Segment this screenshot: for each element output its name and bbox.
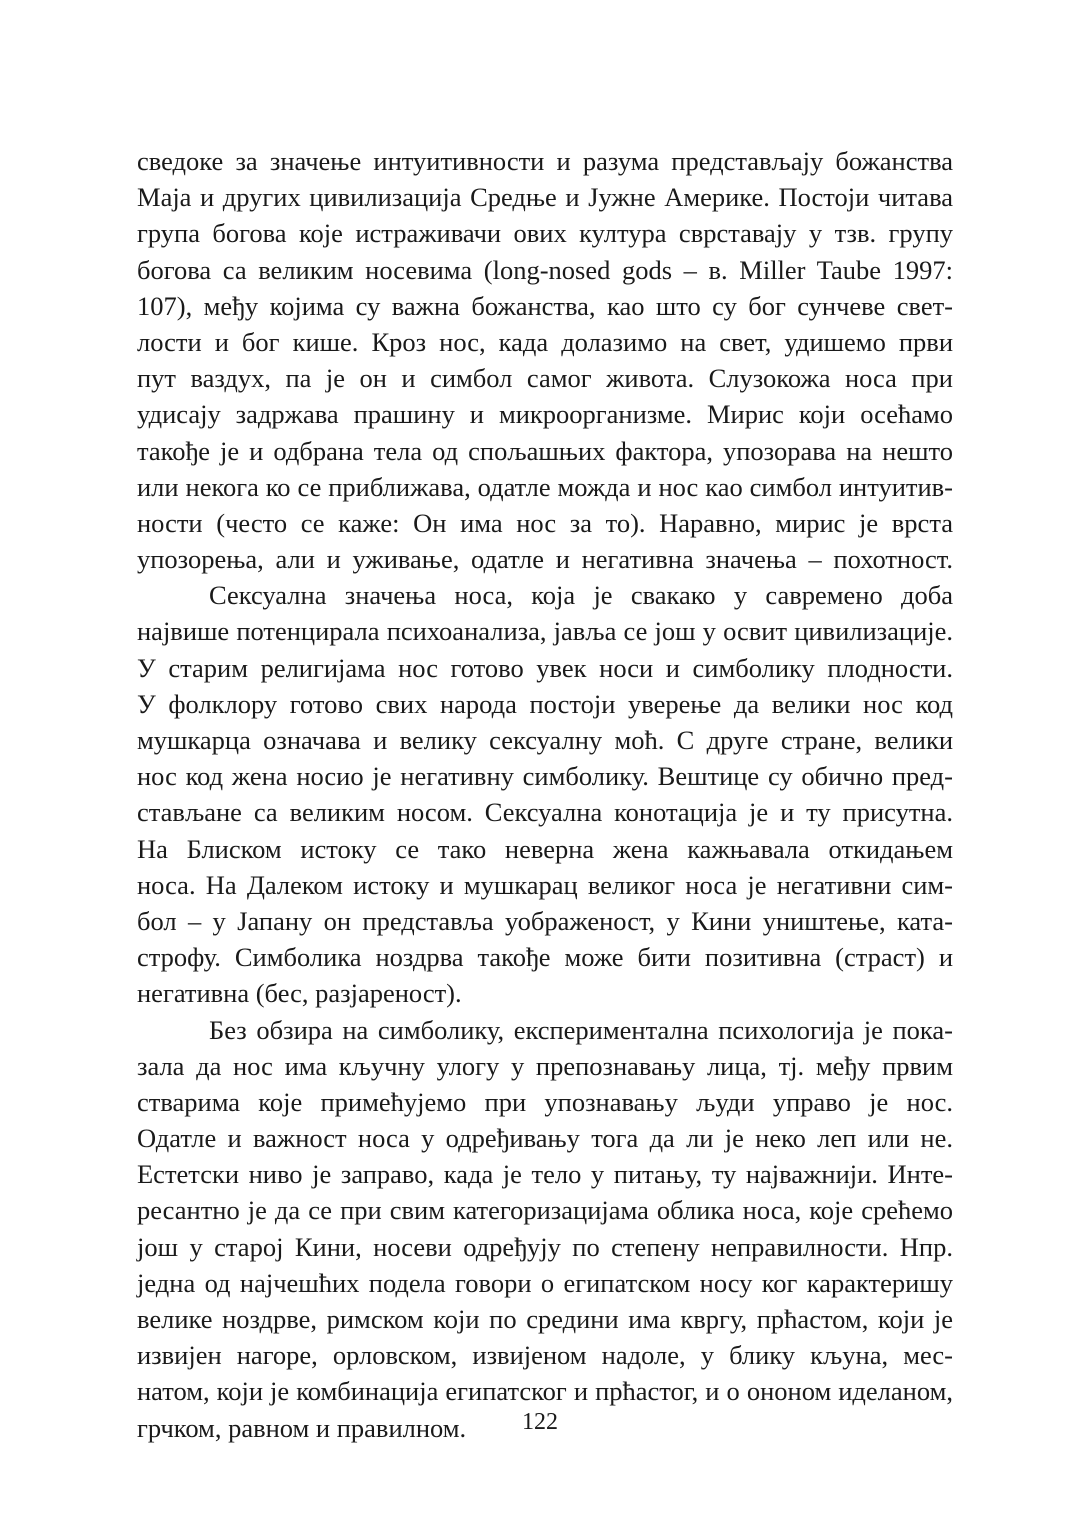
body-text: [137, 143, 953, 1446]
text-line: сведоке за значење интуитивности и разума представљају божанства: [137, 146, 953, 176]
text-line: пут ваздух, па је он и симбол самог живота. Слузокожа носа при: [137, 363, 953, 394]
text-line: ности (често се каже: Он има нос за то). Наравно, мирис је врста: [137, 507, 953, 538]
text-line: Одатле и важност носа у одређивању тога да ли је неко леп или не.: [137, 1123, 953, 1154]
text-line: бол – у Јапану он представља уображеност, у Кини уништење, ката-: [137, 905, 953, 936]
text-line: грчком, равном и правилном.: [137, 1412, 467, 1443]
text-line: једна од најчешћих подела говори о египатском носу ког карактеришу: [137, 1267, 953, 1298]
text-line: богова са великим носевима (long-nosed gods – в. Miller Taube 1997:: [137, 254, 953, 285]
text-line: Без обзира на симболику, експериментална психологија је пока-: [209, 1014, 953, 1045]
text-line: ресантно је да се при свим категоризацијама облика носа, које срећемо: [137, 1195, 953, 1226]
text-line: 107), међу којима су важна божанства, као што су бог сунчеве свет-: [137, 290, 953, 321]
text-line: Естетски ниво је заправо, када је тело у питању, ту најважнији. Инте-: [137, 1159, 953, 1190]
text-line: стављане са великим носом. Сексуална конотација је и ту присутна.: [137, 797, 953, 828]
text-line: У фолклору готово свих народа постоји уверење да велики нос код: [137, 688, 953, 719]
text-line: На Блиском истоку се тако неверна жена кажњавала откидањем: [137, 833, 953, 864]
text-line: стварима које примећујемо при упознавању људи управо је нос.: [137, 1086, 953, 1117]
text-line: нос код жена носио је негативну симболику. Вештице су обично пред-: [137, 761, 953, 792]
text-line: највише потенцирала психоанализа, јавља се још у освит цивилизације.: [137, 616, 953, 647]
text-line: још у старој Кини, носеви одређују по степену неправилности. Нпр.: [137, 1231, 953, 1262]
text-line: У старим религијама нос готово увек носи и симболику плодности.: [137, 652, 953, 683]
paragraph-1: [137, 143, 953, 577]
text-line: или некога ко се приближава, одатле можда и нос као симбол интуитив-: [137, 471, 953, 502]
text-line: упозорења, али и уживање, одатле и негативна значења – похотност.: [137, 544, 953, 575]
page-number: 122: [522, 1409, 558, 1435]
paragraph-3: [137, 1012, 953, 1446]
text-line: Сексуална значења носа, која је свакако у савремено доба: [209, 580, 953, 611]
text-line: зала да нос има кључну улогу у препознавању лица, тј. међу првим: [137, 1050, 953, 1081]
text-line: такође је и одбрана тела од спољашњих фактора, упозорава на нешто: [137, 435, 953, 466]
text-line: строфу. Симболика ноздрва такође може бити позитивна (страст) и: [137, 942, 953, 973]
text-line: негативна (бес, разјареност).: [137, 978, 462, 1009]
text-line: група богова које истраживачи ових култура сврставају у тзв. групу: [137, 218, 953, 249]
text-line: носа. На Далеком истоку и мушкарац великог носа је негативни сим-: [137, 869, 953, 900]
text-line: натом, који је комбинација египатског и прћастог, и о ононом иделаном,: [137, 1376, 953, 1407]
text-line: Маја и других цивилизација Средње и Јужне Америке. Постоји читава: [137, 182, 953, 213]
text-line: мушкарца означава и велику сексуалну моћ. С друге стране, велики: [137, 725, 953, 755]
text-line: велике ноздрве, римском који по средини има квргу, прћастом, који је: [137, 1304, 953, 1334]
paragraph-2: [137, 577, 953, 1011]
text-line: извијен нагоре, орловском, извијеном надоле, у блику кљуна, мес-: [137, 1340, 953, 1371]
text-line: удисају задржава прашину и микроорганизме. Мирис који осећамо: [137, 399, 953, 430]
text-line: лости и бог кише. Кроз нос, када долазимо на свет, удишемо први: [137, 326, 953, 357]
